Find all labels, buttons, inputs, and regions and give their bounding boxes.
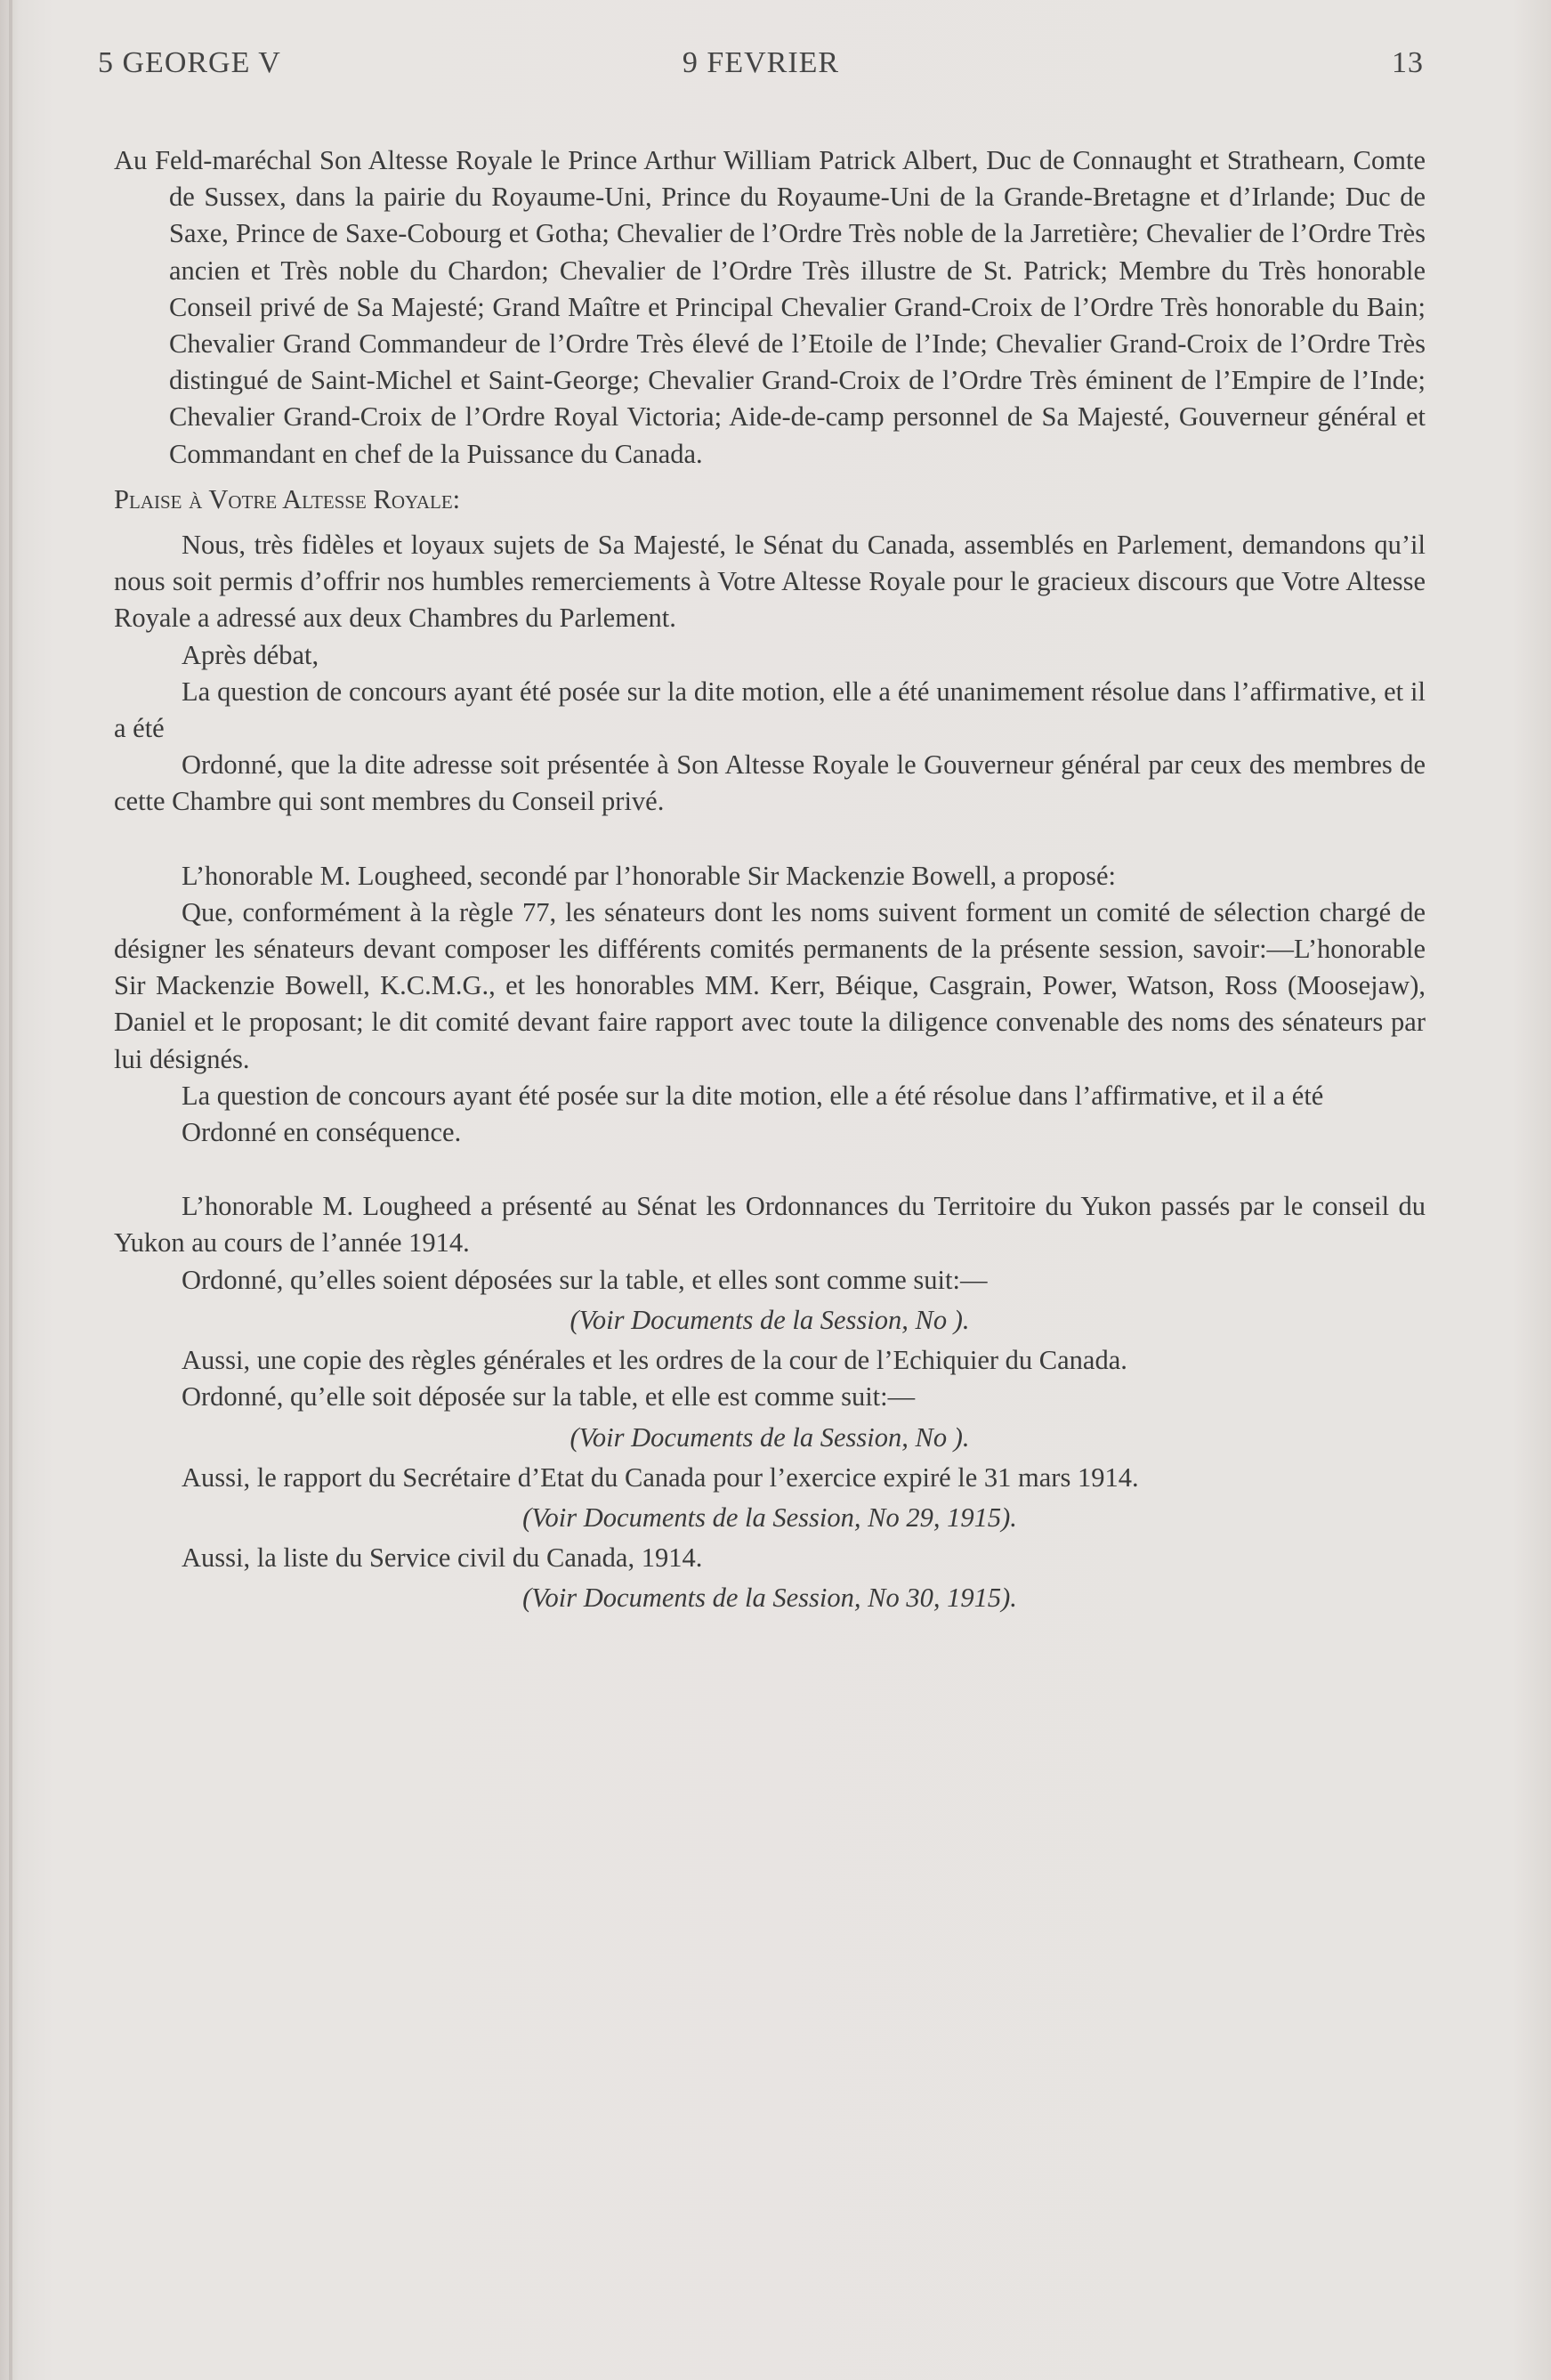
address-paragraph: Au Feld-maréchal Son Altesse Royale le Prince Arthur William Patrick Albert, Duc de Connaught et Strathearn, Comte de Sussex, dans la pairie du Royaume-Uni, Prince du Royaume-Uni de la Grande-Bretagne et d’Irlande; Duc de Saxe, Prince de Saxe-Cobourg et Gotha; Chevalier de l’Ordre Très noble de la Jarretière; Chevalier de l’Ordre Très ancien et Très noble du Chardon; Chevalier de l’Ordre Très illustre de St. Patrick; Membre du Très honorable Conseil privé de Sa Majesté; Grand Maître et Principal Chevalier Grand-Croix de l’Ordre Très honorable du Bain; Chevalier Grand Commandeur de l’Ordre Très élevé de l’Etoile de l’Inde; Chevalier Grand-Croix de l’Ordre Très distingué de Saint-Michel et Saint-George; Chevalier Grand-Croix de l’Ordre Très éminent de l’Empire de l’Inde; Chevalier Grand-Croix de l’Ordre Royal Victoria; Aide-de-camp personnel de Sa Majesté, Gouverneur général et Commandant en chef de la Puissance du Canada. — [114, 145, 1426, 469]
paragraph: La question de concours ayant été posée sur la dite motion, elle a été résolue dans l’affirmative, et il a été — [182, 1080, 1324, 1111]
document-reference: (Voir Documents de la Session, No ). — [570, 1421, 970, 1453]
plaise-heading: Plaise à Votre Altesse Royale: — [114, 483, 461, 514]
paragraph: L’honorable M. Lougheed a présenté au Sénat les Ordonnances du Territoire du Yukon passés par le conseil du Yukon au cours de l’année 1914. — [114, 1191, 1426, 1259]
page-body — [114, 142, 1426, 1621]
paragraph: Aussi, la liste du Service civil du Canada, 1914. — [182, 1542, 703, 1574]
paragraph: L’honorable M. Lougheed, secondé par l’honorable Sir Mackenzie Bowell, a proposé: — [182, 860, 1116, 891]
section-gap — [114, 821, 1426, 858]
paragraph: Aussi, le rapport du Secrétaire d’Etat du Canada pour l’exercice expiré le 31 mars 1914. — [182, 1461, 1139, 1493]
paragraph: Ordonné, que la dite adresse soit présentée à Son Altesse Royale le Gouverneur général par ceux des membres de cette Chambre qui sont membres du Conseil privé. — [114, 749, 1426, 817]
page-number: 13 — [1392, 46, 1424, 79]
header-session: 5 GEORGE V — [98, 46, 281, 79]
paragraph: Aussi, une copie des règles générales et les ordres de la cour de l’Echiquier du Canada. — [182, 1345, 1127, 1376]
paragraph: Ordonné en conséquence. — [182, 1117, 462, 1148]
document-reference: (Voir Documents de la Session, No ). — [570, 1304, 970, 1335]
paragraph: Après débat, — [182, 639, 319, 670]
document-reference: (Voir Documents de la Session, No 29, 1915). — [522, 1502, 1017, 1533]
paragraph: Que, conformément à la règle 77, les sénateurs dont les noms suivent forment un comité de sélection chargé de désigner les sénateurs devant composer les différents comités permanents de la présente session, savoir:—L’honorable Sir Mackenzie Bowell, K.C.M.G., et les honorables MM. Kerr, Béique, Casgrain, Power, Watson, Ross (Moosejaw), Daniel et le proposant; le dit comité devant faire rapport avec toute la diligence convenable des noms des sénateurs par lui désignés. — [114, 896, 1426, 1074]
paragraph: Nous, très fidèles et loyaux sujets de Sa Majesté, le Sénat du Canada, assemblés en Parlement, demandons qu’il nous soit permis d’offrir nos humbles remerciements à Votre Altesse Royale pour le gracieux discours que Votre Altesse Royale a adressé aux deux Chambres du Parlement. — [114, 530, 1426, 634]
paragraph: La question de concours ayant été posée sur la dite motion, elle a été unanimement résolue dans l’affirmative, et il a été — [114, 676, 1426, 744]
section-gap — [114, 1151, 1426, 1188]
header-date: 9 FEVRIER — [682, 46, 840, 79]
document-reference: (Voir Documents de la Session, No 30, 1915). — [522, 1583, 1017, 1614]
paragraph: Ordonné, qu’elle soit déposée sur la table, et elle est comme suit:— — [182, 1381, 916, 1413]
running-header — [98, 46, 1424, 100]
paragraph: Ordonné, qu’elles soient déposées sur la table, et elles sont comme suit:— — [182, 1264, 988, 1295]
binding-edge — [9, 0, 12, 2380]
